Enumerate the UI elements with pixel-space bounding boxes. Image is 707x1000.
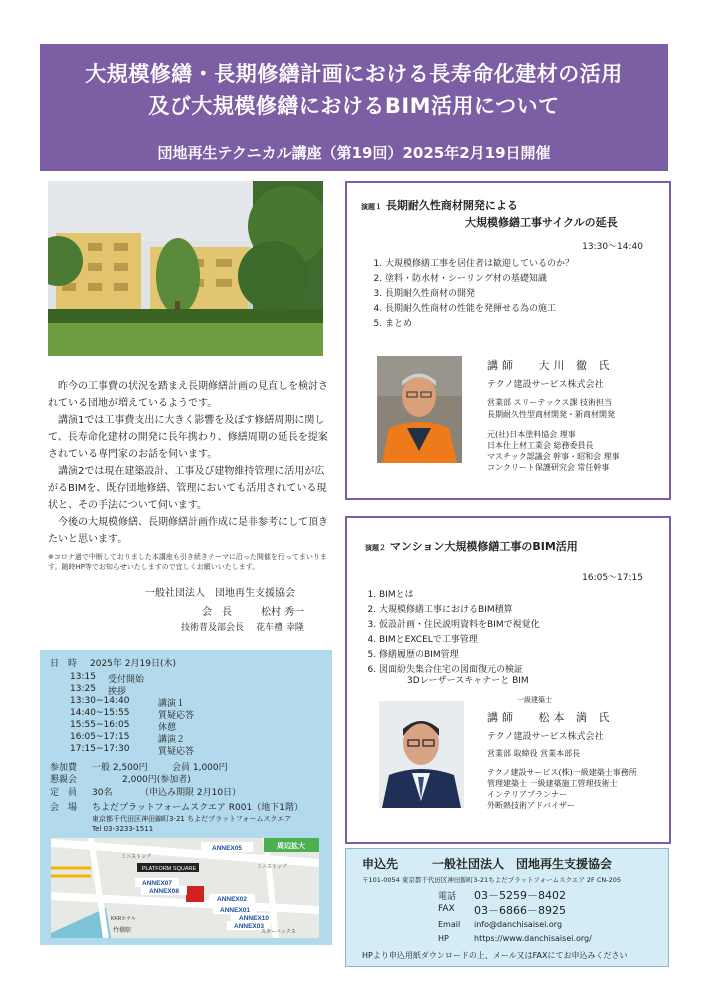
schedule-label: 講演２ xyxy=(158,735,186,745)
capacity-value: 30名 xyxy=(92,788,113,798)
career-item: 管理建築士 一級建築施工管理技術士 xyxy=(487,779,618,788)
party-value: 2,000円(参加者) xyxy=(122,775,191,785)
venue-address: 東京都千代田区神田錦町3-21 ちよだプラットフォームスクエア xyxy=(92,815,292,823)
schedule-time: 13:30~14:40 xyxy=(70,696,130,706)
map-label-starbucks: スターバックス xyxy=(261,929,296,935)
intro-paragraph: 講演2では現在建築設計、工事及び建物維持管理に活用が広がるBIMを、既存団地修繕、管理においても活用されている現状と、その手法について伺います。 xyxy=(48,466,327,511)
lecture1-time: 13:30～14:40 xyxy=(582,242,643,252)
president-role: 会 長 xyxy=(202,607,232,618)
date-value: 2025年 2月19日(木) xyxy=(90,659,176,669)
speaker1-label: 講師 xyxy=(487,359,517,372)
speaker2-label: 講師 xyxy=(487,711,517,724)
career-item: 元(社)日本塗料協会 理事 xyxy=(487,430,576,439)
lecture2-time: 16:05～17:15 xyxy=(582,573,643,583)
hp-link[interactable]: https://www.danchisaisei.org/ xyxy=(474,934,592,943)
map-label-annex: ANNEX01 xyxy=(220,907,250,914)
venue-map xyxy=(51,838,319,938)
date-label: 日 時 xyxy=(50,659,78,669)
lecture1-title-line1: 長期耐久性商材開発による xyxy=(385,199,518,212)
map-label-annex: ANNEX07 xyxy=(142,880,172,887)
apply-label: 申込先 xyxy=(362,857,399,871)
list-item: 4. 長期耐久性商材の性能を発揮せる為の施工 xyxy=(385,302,574,317)
speaker2-career xyxy=(487,767,637,811)
career-item: マスチック認議会 幹事・昭和会 理事 xyxy=(487,452,620,461)
lecture1-tag: 演題１ xyxy=(361,203,382,211)
speaker2-qualification: 一級建築士 xyxy=(517,696,552,704)
intro-paragraph: 今後の大規模修繕、長期修繕計画作成に是非参考にして頂きたいと思います。 xyxy=(48,517,328,545)
speaker1-position1: 営業部 スリーテックス課 技術担当 xyxy=(487,398,613,407)
page-subtitle: 団地再生テクニカル講座（第19回）2025年2月19日開催 xyxy=(157,144,551,162)
lecture2-title: マンション大規模修繕工事のBIM活用 xyxy=(389,540,578,553)
list-item: 1. BIMとは xyxy=(379,588,540,603)
schedule-time: 13:25 xyxy=(70,684,96,694)
speaker2-name: 松本 満 氏 xyxy=(538,711,614,724)
schedule-time: 13:15 xyxy=(70,672,96,682)
page-title-line1: 大規模修繕・長期修繕計画における長寿命化建材の活用 xyxy=(85,62,623,86)
list-item: 4. BIMとEXCELで工事管理 xyxy=(379,633,540,648)
lecture2-tag: 演題２ xyxy=(365,544,386,552)
schedule-label: 休憩 xyxy=(158,723,177,733)
list-item: 5. まとめ xyxy=(385,317,574,332)
schedule-label: 受付開始 xyxy=(108,675,145,685)
lecture1-box xyxy=(345,181,671,500)
map-label-kkr: KKRホテル xyxy=(111,916,137,922)
schedule-time: 15:55~16:05 xyxy=(70,720,130,730)
map-label-ministop: ミニストップ xyxy=(121,854,151,860)
career-item: インテリアプランナー xyxy=(487,790,567,799)
lecture2-topics xyxy=(363,588,540,678)
schedule-label: 質疑応答 xyxy=(158,747,195,757)
email-link[interactable]: info@danchisaisei.org xyxy=(474,920,563,929)
schedule-label: 挨拶 xyxy=(108,687,127,697)
intro-paragraph: 講演1では工事費支出に大きく影響を及ぼす修繕周期に関して、長寿命化建材の開発に長年携わり、修繕周期の延長を提案されている専門家のお話を伺います。 xyxy=(48,415,328,460)
schedule-label: 講演１ xyxy=(158,699,186,709)
lecture1-topics xyxy=(369,257,574,332)
email-label: Email xyxy=(438,920,461,929)
venue-tel: Tel 03-3233-1511 xyxy=(92,825,154,833)
committee-name: 花车禮 幸隆 xyxy=(256,623,304,633)
apply-org: 一般社団法人 団地再生支援協会 xyxy=(432,857,613,871)
apply-address: 〒101-0054 東京都千代田区神田錦町3-21ちよだプラットフォームスクエア 2F CN-205 xyxy=(362,876,621,884)
fee-member: 会員 1,000円 xyxy=(172,763,228,773)
venue-label: 会 場 xyxy=(50,803,78,813)
map-label-annex: ANNEX03 xyxy=(234,923,264,930)
map-label-platform: PLATFORM SQUARE xyxy=(141,866,197,872)
speaker1-portrait xyxy=(377,356,462,463)
map-label-annex: ANNEX02 xyxy=(217,896,247,903)
schedule-time: 17:15~17:30 xyxy=(70,744,130,754)
corona-note: ※コロナ過で中断しておりました本講座も引き続きテーマに沿った開催を行ってまいります。随時HP等でお知らせいたしますので宜しくお願いいたします。 xyxy=(48,553,327,571)
map-label-annex: ANNEX10 xyxy=(239,915,269,922)
intro-text xyxy=(48,378,330,548)
map-zoom-label[interactable]: 周辺拡大 xyxy=(277,843,305,850)
speaker1-career xyxy=(487,429,620,473)
speaker2-company: テクノ建設サービス株式会社 xyxy=(487,732,604,742)
committee-role: 技術普及部会長 xyxy=(181,623,245,633)
party-label: 懇親会 xyxy=(50,775,78,785)
event-info-box xyxy=(40,650,332,945)
fee-general: 一般 2,500円 xyxy=(92,763,148,773)
org-name: 一般社団法人 団地再生支援協会 xyxy=(145,588,295,599)
map-label-annex: ANNEX08 xyxy=(149,888,179,895)
speaker1-company: テクノ建設サービス株式会社 xyxy=(487,380,604,390)
deadline: （申込み期限 2月10日） xyxy=(140,788,242,798)
map-label-annex: ANNEX05 xyxy=(212,845,242,852)
list-item: 2. 塗料・防水材・シーリング材の基礎知識 xyxy=(385,272,574,287)
map-label-ministop: ミニストップ xyxy=(257,864,287,870)
apply-note: HPより申込用紙ダウンロードの上、メール又はFAXにてお申込みください xyxy=(362,951,628,960)
speaker2-portrait xyxy=(379,701,464,808)
capacity-label: 定 員 xyxy=(50,788,78,798)
hp-label: HP xyxy=(438,934,449,943)
schedule-time: 16:05~17:15 xyxy=(70,732,130,742)
speaker2-position: 営業部 取締役 営業本部長 xyxy=(487,749,581,758)
schedule-time: 14:40~15:55 xyxy=(70,708,130,718)
application-box xyxy=(345,848,669,967)
career-item: テクノ建設サービス(株)一級建築士事務所 xyxy=(487,768,637,777)
intro-paragraph: 昨今の工事費の状況を踏まえ長期修繕計画の見直しを検討されている団地が増えているようです。 xyxy=(48,381,328,409)
career-item: 外断熱技術アドバイザー xyxy=(487,801,575,810)
list-item: 2. 大規模修繕工事におけるBIM積算 xyxy=(379,603,540,618)
header-banner xyxy=(40,44,668,171)
fee-label: 参加費 xyxy=(50,763,78,773)
tel-value: 03－5259－8402 xyxy=(474,889,566,902)
venue-value: ちよだプラットフォームスクエア R001（地下1階） xyxy=(92,803,303,813)
career-item: コンクリート保護研究会 常任幹事 xyxy=(487,463,610,472)
career-item: 日本仕上材工業会 総務委員長 xyxy=(487,441,594,450)
list-item: 1. 大規模修繕工事を居住者は歓迎しているのか？ xyxy=(385,257,574,272)
fax-value: 03－6866－8925 xyxy=(474,904,566,917)
schedule-label: 質疑応答 xyxy=(158,711,195,721)
list-item: 3. 仮設計画・住民説明資料をBIMで視覚化 xyxy=(379,618,540,633)
map-label-station: 竹橋駅 xyxy=(113,928,132,934)
list-item: 5. 修繕履歴のBIM管理 xyxy=(379,648,540,663)
lecture2-item6-sub: 3Dレーザースキャナーと BIM xyxy=(407,676,529,686)
apartment-photo xyxy=(48,181,323,356)
speaker1-position2: 長期耐久性型商材開発・新商材開発 xyxy=(487,410,615,419)
lecture2-box xyxy=(345,516,671,844)
tel-label: 電話 xyxy=(438,892,457,902)
president-name: 松村 秀一 xyxy=(261,607,305,618)
list-item: 3. 長期耐久性商材の開発 xyxy=(385,287,574,302)
page-title-line2: 及び大規模修繕におけるBIM活用について xyxy=(148,94,560,118)
speaker1-name: 大川 徹 氏 xyxy=(538,359,614,372)
list-item: 6. 図面紛失集合住宅の図面復元の検証 xyxy=(379,663,540,678)
lecture1-title-line2: 大規模修繕工事サイクルの延長 xyxy=(465,216,618,229)
fax-label: FAX xyxy=(438,904,455,914)
